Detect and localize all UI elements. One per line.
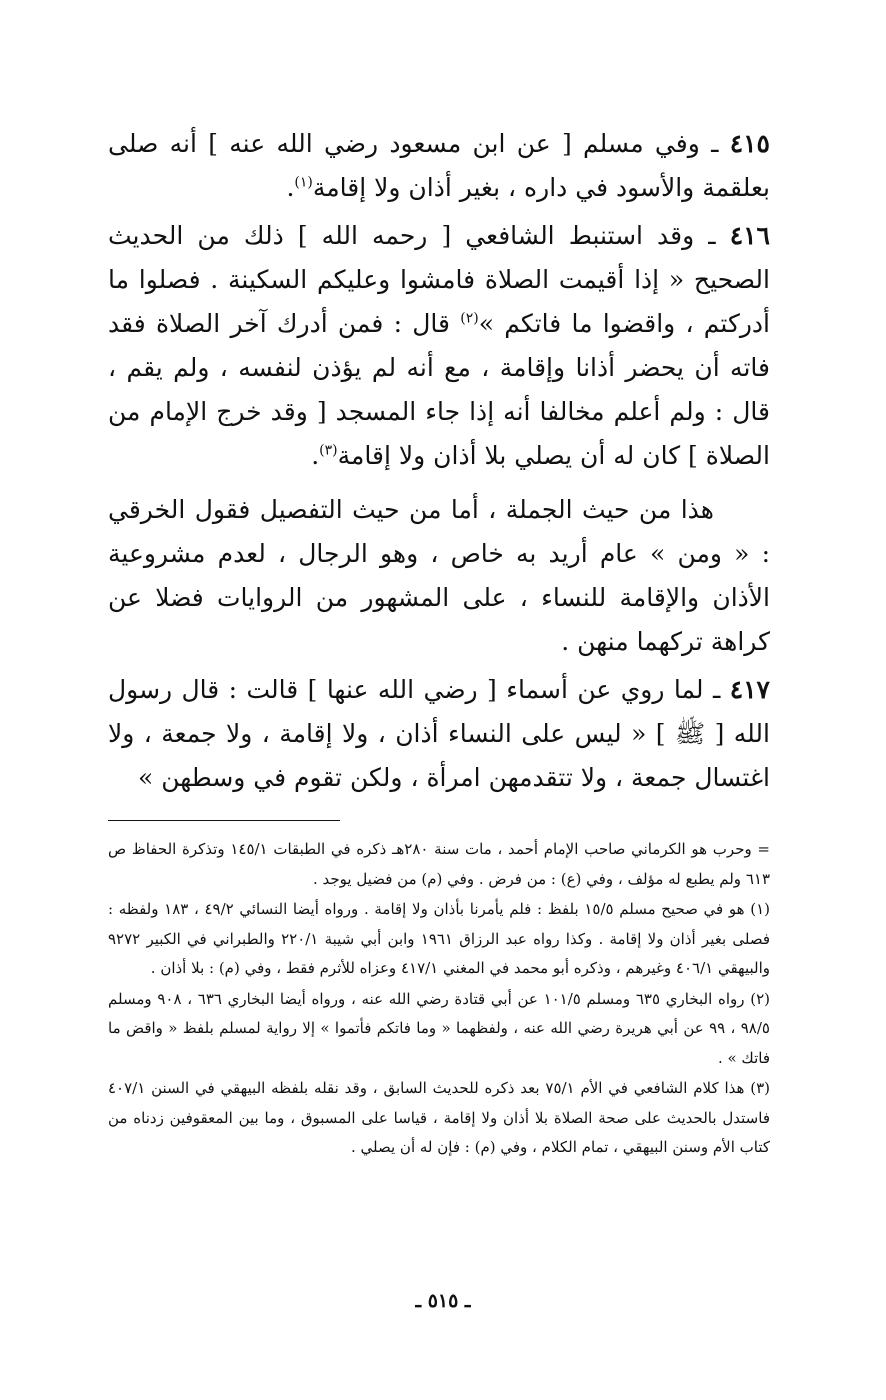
footnote-3: (٣) هذا كلام الشافعي في الأم ٧٥/١ بعد ذكره للحديث السابق ، وقد نقله بلفظه البيهقي في السنن ٤٠٧/١ فاستدل بالحديث على صحة الصلاة بلا أذان ولا إقامة ، قياسا على المسبوق ، وما بين المعقوفين زدناه من كتاب الأم وسنن البيهقي ، تمام الكلام ، وفي (م) : فإن له أن يصلي .: [108, 1079, 770, 1156]
item-number: ٤١٦: [729, 221, 770, 250]
paragraph-text: ـ وقد استنبط الشافعي [ رحمه الله ] ذلك من الحديث الصحيح « إذا أقيمت الصلاة فامشوا وعليكم السكينة . فصلوا ما أدركتم ، واقضوا ما فاتكم »: [108, 221, 771, 338]
paragraph-text: ـ لما روي عن أسماء [ رضي الله عنها ] قالت : قال رسول الله [ ﷺ ] « ليس على النساء أذان ، ولا إقامة ، ولا جمعة ، ولا اغتسال جمعة ، ولا تتقدمهن امرأة ، ولكن تقوم في وسطهن »: [108, 675, 770, 792]
sentence-end: .: [286, 173, 295, 202]
paragraph-417: [108, 668, 770, 800]
sentence-end: .: [311, 441, 320, 470]
main-text: [108, 122, 770, 800]
paragraph-text: ـ وفي مسلم [ عن ابن مسعود رضي الله عنه ] أنه صلى بعلقمة والأسود في داره ، بغير أذان ولا إقامة: [108, 129, 770, 202]
paragraph-text-continued: قال : فمن أدرك آخر الصلاة فقد فاته أن يحضر أذانا وإقامة ، مع أنه لم يؤذن لنفسه ، ولم يقم ، قال : ولم أعلم مخالفا أنه إذا جاء المسجد [ وقد خرج الإمام من الصلاة ] كان له أن يصلي بلا أذان ولا إقامة: [108, 309, 770, 470]
footnote-divider: [108, 820, 340, 821]
page-content: [108, 118, 770, 1163]
commentary-paragraph: هذا من حيث الجملة ، أما من حيث التفصيل فقول الخرقي : « ومن » عام أريد به خاص ، وهو الرجال ، لعدم مشروعية الأذان والإقامة للنساء ، على المشهور من الروايات فضلا عن كراهة تركهما منهن .: [108, 495, 770, 656]
footnote-1: (١) هو في صحيح مسلم ١٥/٥ بلفظ : فلم يأمرنا بأذان ولا إقامة . ورواه أيضا النسائي ٤٩/٢ ، ١٨٣ ولفظه : فصلى بغير أذان ولا إقامة . وكذا رواه عبد الرزاق ١٩٦١ وابن أبي شيبة ٢٢٠/١ والطبراني في الكبير ٩٢٧٢ والبيهقي ٤٠٦/١ وغيرهم ، وذكره أبو محمد في المغني ٤١٧/١ وعزاه للأثرم فقط ، وفي (م) : بلا أذان .: [108, 900, 770, 977]
paragraph-415: [108, 122, 770, 210]
item-number: ٤١٥: [729, 129, 770, 158]
footnote-ref: (١): [294, 174, 313, 191]
footnote-2: (٢) رواه البخاري ٦٣٥ ومسلم ١٠١/٥ عن أبي قتادة رضي الله عنه ، ورواه أيضا البخاري ٦٣٦ ، ٩٠٨ ومسلم ٩٨/٥ ، ٩٩ عن أبي هريرة رضي الله عنه ، ولفظهما « وما فاتكم فأتموا » إلا رواية لمسلم بلفظ « واقض ما فاتك » .: [108, 989, 770, 1067]
footnote-continued: = وحرب هو الكرماني صاحب الإمام أحمد ، مات سنة ٢٨٠هـ ذكره في الطبقات ١٤٥/١ وتذكرة الحفاظ ص ٦١٣ ولم يطبع له مؤلف ، وفي (ع) : من فرض . وفي (م) من فضيل يوجد .: [108, 840, 770, 888]
footnote-ref: (٢): [460, 310, 479, 327]
footnote-ref: (٣): [319, 442, 338, 459]
item-number: ٤١٧: [729, 675, 770, 704]
page-number: ـ ٥١٥ ـ: [415, 1290, 471, 1312]
paragraph-416: [108, 214, 770, 478]
footnotes: [108, 835, 770, 1163]
